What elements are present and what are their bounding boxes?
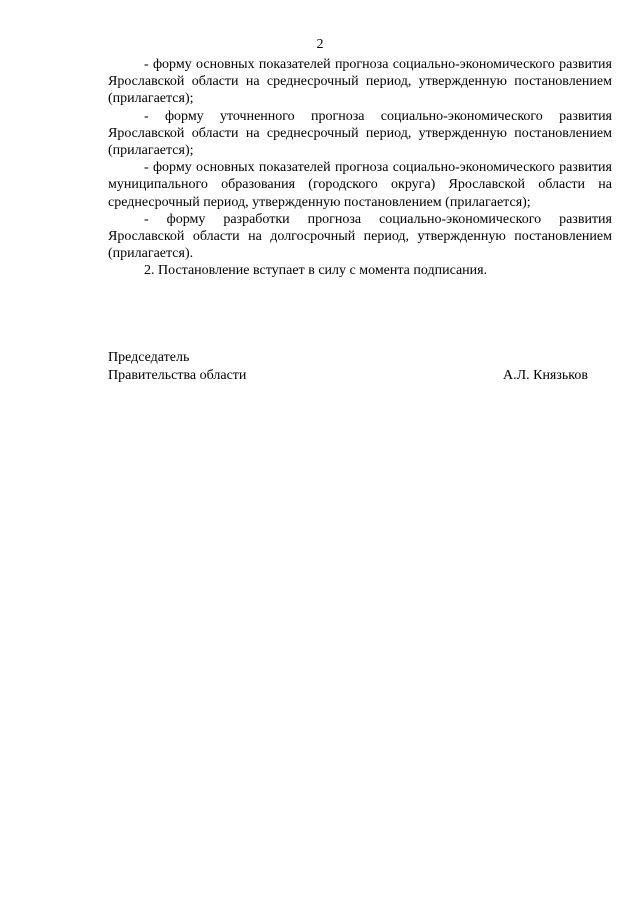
- signature-title-row-1: [108, 349, 588, 367]
- signatory-name: А.Л. Князьков: [503, 367, 588, 383]
- paragraph-effective-date: 2. Постановление вступает в силу с момента подписания.: [144, 263, 488, 279]
- paragraph-form-main-indicators-municipal: - форму основных показателей прогноза социально-экономического развития муниципального образования (городского округа) Ярославской области на среднесрочный период, утвержденную постановлением (прилагается);: [108, 160, 612, 210]
- signature-title-line-2: Правительства области: [108, 367, 247, 383]
- paragraph-form-long-term-forecast: - форму разработки прогноза социально-экономического развития Ярославской области на долгосрочный период, утвержденную постановлением (прилагается).: [108, 211, 612, 262]
- document-body: [108, 56, 612, 280]
- signature-title-line-1: Председатель: [108, 350, 190, 365]
- page-number: 2: [316, 37, 324, 52]
- signature-title-row-2: [108, 367, 588, 385]
- paragraph-form-refined-forecast: - форму уточненного прогноза социально-экономического развития Ярославской области на среднесрочный период, утвержденную постановлением (прилагается);: [108, 108, 612, 159]
- signature-block: [108, 349, 588, 384]
- paragraph-form-main-indicators-region: - форму основных показателей прогноза социально-экономического развития Ярославской области на среднесрочный период, утвержденную постановлением (прилагается);: [108, 57, 612, 107]
